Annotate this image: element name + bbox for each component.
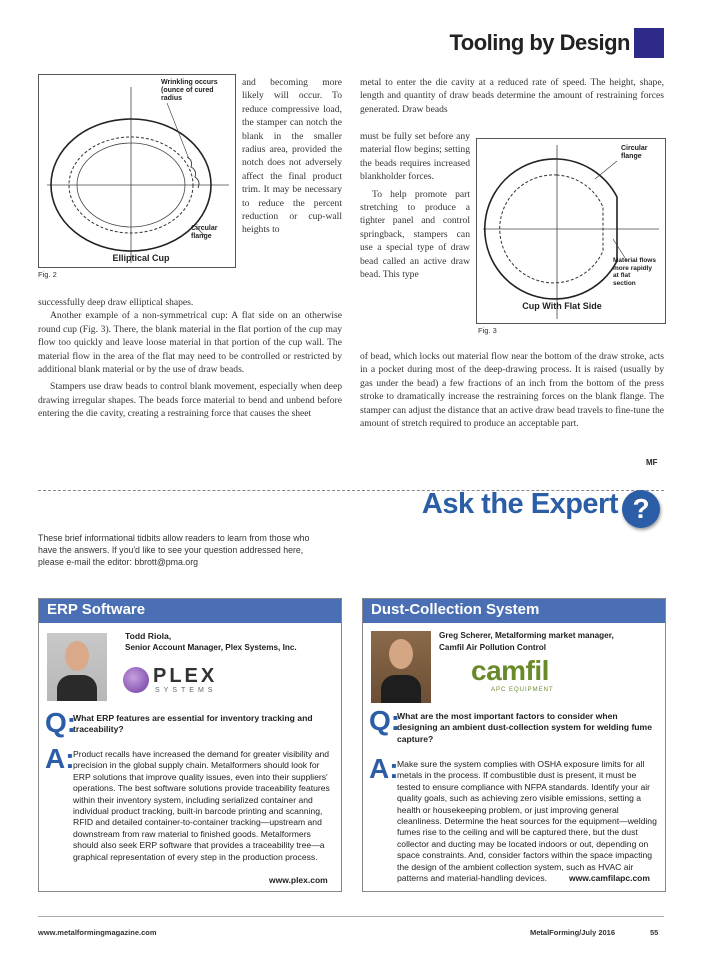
erp-question: What ERP features are essential for inventory tracking and traceability? — [73, 713, 313, 735]
flat-side-cup-diagram — [477, 139, 665, 323]
article-col1 — [38, 296, 342, 421]
dust-collection-box — [362, 598, 666, 892]
plex-logo-mark — [123, 667, 149, 693]
expert-intro: These brief informational tidbits allow readers to learn from those who have the answers. If you'd like to see your question addressed here, please e-mail the editor: bbrott@pma.org — [38, 533, 310, 567]
camfil-logo-text: camfil — [471, 655, 549, 686]
erp-expert-title: Senior Account Manager, Plex Systems, Inc. — [125, 643, 297, 652]
dust-expert-name: Greg Scherer, Metalforming market manager, — [439, 631, 614, 640]
dust-answer: Make sure the system complies with OSHA exposure limits for all metals in the process. If combustible dust is present, it must be tested to ensure compliance with NFPA standards. Identify your air quality goals, such as achieving zero visible emissions, setting a health or housekeeping problem, or just improving general cleanliness. Determine the heat sources for the equipment—welding fumes rise to the ceiling and will be captured there, but the dust collector and ducting may be located indoors or out, depending on space constraints. And, consider factors within the space impacting the design of the ambient collection system, such as HVAC air patterns and material-handling devices. — [397, 759, 657, 884]
plex-logo — [123, 663, 243, 697]
dust-url-link[interactable]: www.camfilapc.com — [569, 873, 650, 883]
plex-logo-sub: SYSTEMS — [155, 687, 217, 694]
plex-logo-text: PLEX — [153, 665, 218, 687]
erp-answer: Product recalls have increased the demand for greater visibility and precision in the global supply chain. Metalformers should look for ERP solutions that improve quality issues, even into their suppliers' operations. The best software solutions provide traceability features within their inventory system, including serialized container and individual product tracking, built-in barcode printing and scanning, RFID and detailed container-to-container tracking—upstream and downstream from raw material to finished goods. Metalformers should also seek ERP software that provides a traceability tree—a graphical representation of every step in the production process. — [73, 749, 330, 862]
article-paragraph: successfully deep draw elliptical shapes. — [38, 297, 194, 308]
erp-software-box — [38, 598, 342, 892]
erp-url-link[interactable]: www.plex.com — [269, 875, 328, 885]
ask-the-expert-heading: Ask the Expert — [421, 488, 618, 520]
expert-photo-avatar — [47, 633, 107, 701]
article-paragraph: of bead, which locks out material flow near the bottom of the draw stroke, acts in a pocket during most of the deep-drawing process. It is raised (usually by gas under the bead) a few fractions of an inch from the bottom of the press stroke to dramatically increase the restraining forces on the blank flange. The stamper can adjust the distance that an active draw bead travels to fine-tune the amount of stretch required to produce an acceptable part. — [360, 351, 664, 430]
dust-a-letter: A: — [369, 753, 399, 784]
article-paragraph: and becoming more likely will occur. To reduce compressive load, the stamper can notch the blank in the smaller radius area, provided the notch does not adversely affect the final product trim. It may be necessary to reduce the percent reduction or cup-wall heights to — [242, 77, 342, 236]
expert-photo-avatar — [371, 631, 431, 703]
article-col1-wrap — [242, 76, 342, 237]
erp-expert-name: Todd Riola, — [125, 631, 172, 641]
camfil-logo-sub: APC EQUIPMENT — [491, 687, 554, 693]
article-paragraph: metal to enter the die cavity at a reduced rate of speed. The height, shape, length and quantity of draw beads determine the amount of restraining forces generated. Draw beads — [360, 77, 664, 115]
footer-page-number: 55 — [650, 928, 659, 937]
figure-2-callout-top: Wrinkling occurs (ounce of cured radius — [161, 79, 218, 102]
dust-collection-header: Dust-Collection System — [363, 599, 665, 623]
figure-3 — [476, 138, 666, 324]
figure-3-callout-side: Material flows more rapidly at flat section — [613, 257, 656, 287]
article-paragraph: To help promote part stretching to produce a tighter panel and control springback, stampers can use a special type of draw bead called an active draw bead. This type — [360, 188, 470, 281]
figure-3-label: Fig. 3 — [478, 326, 497, 335]
figure-2-label: Fig. 2 — [38, 270, 57, 279]
article-col2-wrap — [360, 130, 470, 281]
dust-q-letter: Q: — [369, 705, 401, 736]
article-paragraph: Another example of a non-symmetrical cup: A flat side on an otherwise round cup (Fig. 3). There, the blank material in the flat portion of the cup may flow too quickly and leave loose material in that portion of the cup wall. The material flow in the area of the flat may need to be controlled or restricted by additional blank material or by the use of draw beads. — [38, 310, 342, 376]
page-header-title: Tooling by Design — [449, 30, 630, 55]
article-paragraph: must be fully set before any material flow begins; setting the beads requires increased blankholder forces. — [360, 131, 470, 183]
figure-2-caption: Elliptical Cup — [112, 253, 170, 263]
erp-q-letter: Q: — [45, 707, 77, 738]
erp-software-header: ERP Software — [39, 599, 341, 623]
figure-3-caption: Cup With Flat Side — [522, 301, 602, 311]
article-end-mark: MF — [646, 458, 658, 467]
camfil-logo — [463, 655, 583, 699]
footer-website: www.metalformingmagazine.com — [38, 928, 157, 937]
footer-issue: MetalForming/July 2016 — [530, 928, 616, 937]
article-col2-top — [360, 76, 664, 116]
figure-2 — [38, 74, 236, 268]
article-paragraph: Stampers use draw beads to control blank movement, especially when deep drawing irregular shapes. The beads force material to bend and unbend before entering the die cavity, creating a restraining force that causes the sheet — [38, 381, 342, 420]
figure-3-callout-top: Circular flange — [621, 145, 648, 160]
header-square — [634, 28, 664, 58]
question-mark-icon: ? — [622, 490, 660, 528]
dust-question: What are the most important factors to consider when designing an ambient dust-collection system for welding fume capture? — [397, 711, 652, 744]
erp-a-letter: A: — [45, 743, 75, 774]
article-col2-bottom — [360, 350, 664, 430]
figure-2-callout-side: Circular flange — [191, 225, 218, 240]
footer-rule — [38, 916, 664, 917]
dust-expert-title: Camfil Air Pollution Control — [439, 643, 547, 652]
